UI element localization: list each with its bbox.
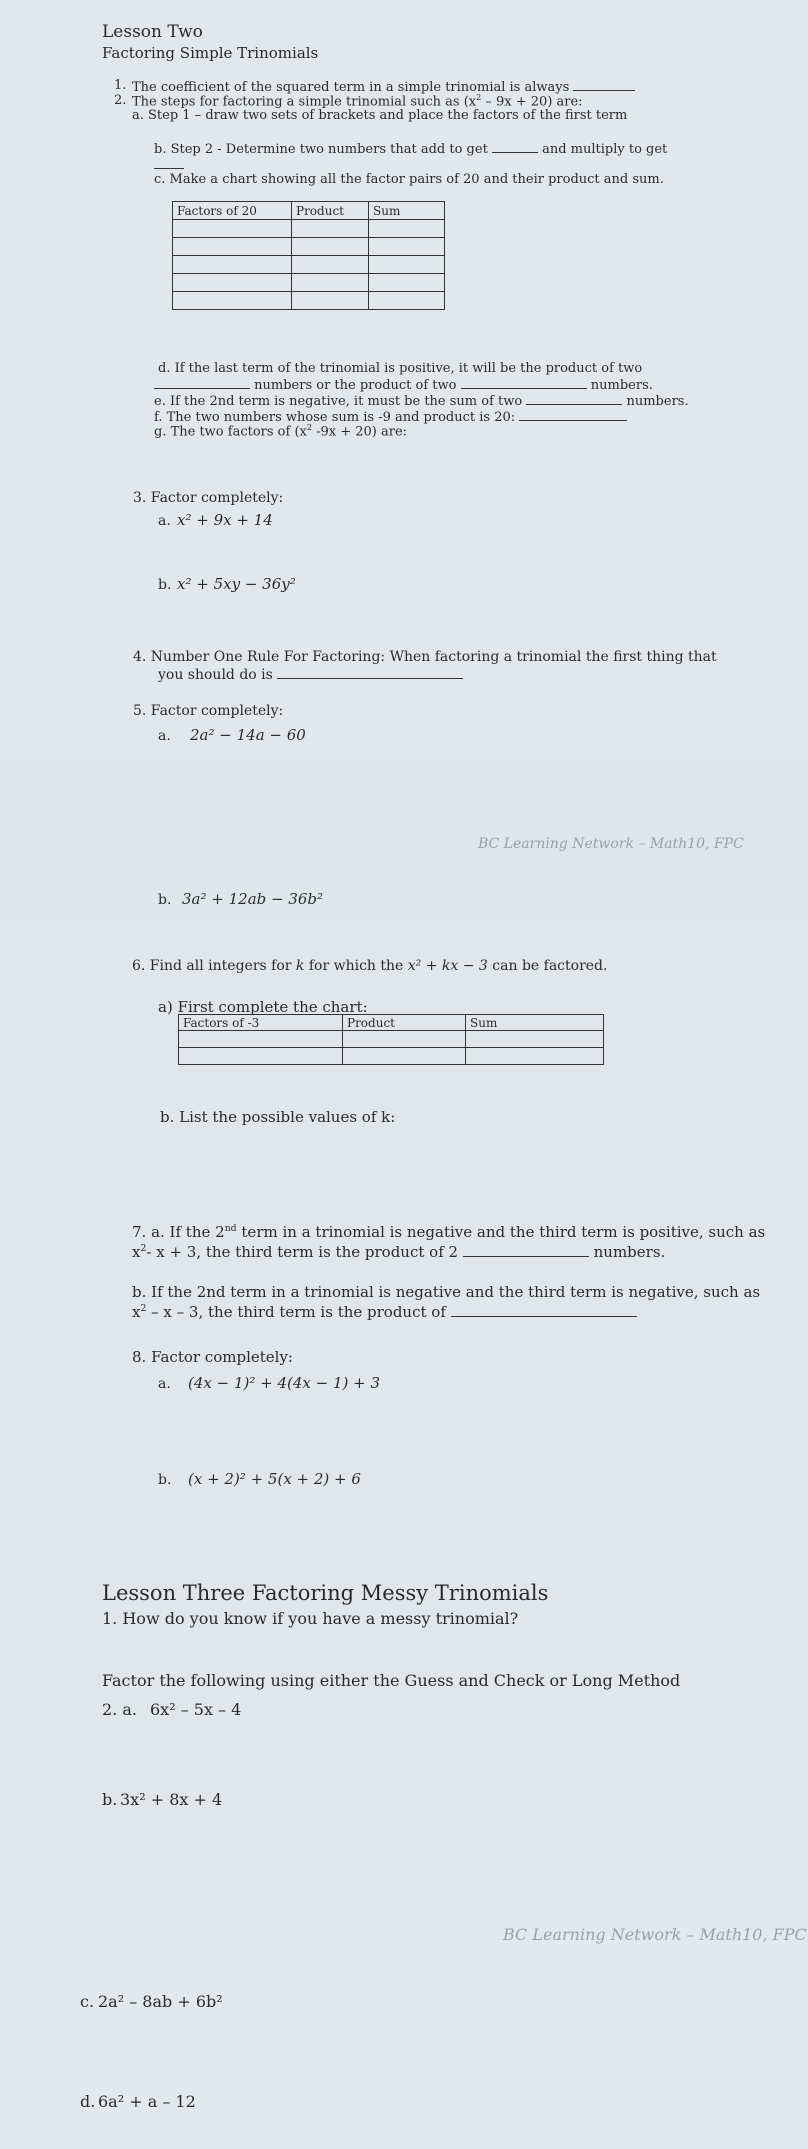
- q6-text: [132, 958, 607, 974]
- chart-cell[interactable]: [179, 1048, 343, 1065]
- chart-row[interactable]: [173, 292, 445, 310]
- q1-number: 1.: [114, 78, 127, 93]
- q8a-label: a.: [158, 1376, 171, 1392]
- q7a-line1: [132, 1223, 765, 1241]
- q3b-expression: x² + 5xy − 36y²: [177, 575, 296, 593]
- q7b-line2: $x^2$ – x – 3, the third term is the product of: [132, 1303, 637, 1321]
- step-b: [154, 140, 667, 157]
- watermark-2: BC Learning Network – Math10, FPC: [503, 1925, 807, 1944]
- q2b-expression: 3x² + 8x + 4: [120, 1790, 223, 1809]
- step-f-text: f. The two numbers whose sum is -9 and product is 20:: [154, 410, 516, 425]
- chart-header-cell: Factors of -3: [179, 1015, 343, 1031]
- q7a-line2-pre: - x + 3, the third term is the product of 2: [146, 1243, 459, 1261]
- chart-cell[interactable]: [173, 292, 292, 310]
- q2-number: 2.: [114, 93, 127, 108]
- q3-label: 3. Factor completely:: [133, 490, 284, 506]
- chart-cell[interactable]: [343, 1031, 466, 1048]
- step-d-blank-1[interactable]: [154, 376, 250, 389]
- q5a-expression: 2a² − 14a − 60: [190, 726, 306, 744]
- chart-cell[interactable]: [179, 1031, 343, 1048]
- q6-text-pre: 6. Find all integers for: [132, 958, 292, 974]
- step-b-product-blank[interactable]: [154, 156, 184, 169]
- q6-expression: x² + kx − 3: [407, 958, 488, 974]
- chart-header-cell: Sum: [369, 202, 445, 220]
- chart-header-cell: Factors of 20: [173, 202, 292, 220]
- lesson-three-title: Lesson Three Factoring Messy Trinomials: [102, 1581, 549, 1605]
- chart-header-cell: Sum: [466, 1015, 604, 1031]
- q5a-label: a.: [158, 728, 171, 744]
- q6a-label: a) First complete the chart:: [158, 998, 368, 1016]
- q7a-line2-post: numbers.: [593, 1243, 666, 1261]
- q4-line1: 4. Number One Rule For Factoring: When factoring a trinomial the first thing that: [133, 649, 717, 665]
- chart-cell[interactable]: [292, 274, 369, 292]
- chart-header-row: [179, 1015, 604, 1031]
- q2d-expression: 6a² + a – 12: [98, 2092, 196, 2111]
- q8b-expression: (x + 2)² + 5(x + 2) + 6: [188, 1470, 361, 1488]
- step-d-line2-end: numbers.: [590, 378, 653, 393]
- chart-cell[interactable]: [173, 274, 292, 292]
- chart-cell[interactable]: [292, 238, 369, 256]
- chart-cell[interactable]: [466, 1048, 604, 1065]
- step-d-line1: d. If the last term of the trinomial is positive, it will be the product of two: [158, 361, 643, 376]
- q4-line2: [158, 666, 463, 683]
- factor-chart-20: [172, 201, 445, 310]
- q2-text-post: – 9x + 20) are:: [481, 94, 583, 110]
- q7b-answer-blank[interactable]: [451, 1304, 637, 1317]
- chart-header-cell: Product: [343, 1015, 466, 1031]
- q1-answer-blank[interactable]: [573, 78, 635, 91]
- watermark-1: BC Learning Network – Math10, FPC: [478, 836, 744, 852]
- chart-cell[interactable]: [292, 256, 369, 274]
- q7b-line2-text: – x – 3, the third term is the product of: [146, 1303, 446, 1321]
- q3b-label: b.: [158, 577, 172, 593]
- step-d-line2-text: numbers or the product of two: [254, 378, 457, 393]
- step-f-blank[interactable]: [519, 408, 627, 421]
- q2a-expression: 6x² – 5x – 4: [150, 1700, 242, 1719]
- q6-text-post: can be factored.: [492, 958, 608, 974]
- step-b-product-line: [154, 156, 184, 173]
- chart-cell[interactable]: [369, 274, 445, 292]
- q7a-line2: $x^2-$ x + 3, the third term is the product of 2 numbers.: [132, 1243, 666, 1261]
- chart-row[interactable]: [173, 238, 445, 256]
- chart-cell[interactable]: [292, 220, 369, 238]
- q6-k: k: [295, 958, 305, 974]
- q6-text-mid: for which the: [308, 958, 404, 974]
- chart-row[interactable]: [173, 256, 445, 274]
- chart-cell[interactable]: [173, 256, 292, 274]
- q3a-expression: x² + 9x + 14: [177, 511, 273, 529]
- q7a-answer-blank[interactable]: [463, 1244, 589, 1257]
- q7b-line1: b. If the 2nd term in a trinomial is negative and the third term is negative, such as: [132, 1283, 761, 1301]
- step-b-sum-blank[interactable]: [492, 140, 538, 153]
- q7a-line1-pre: 7. a. If the 2: [132, 1223, 225, 1241]
- q4-line2-text: you should do is: [158, 667, 273, 683]
- q1-text-label: The coefficient of the squared term in a simple trinomial is always: [132, 80, 570, 95]
- lesson-two-subtitle: Factoring Simple Trinomials: [102, 44, 319, 62]
- q2c-expression: 2a² – 8ab + 6b²: [98, 1992, 223, 2011]
- chart-cell[interactable]: [369, 256, 445, 274]
- q8b-label: b.: [158, 1472, 172, 1488]
- q6b-label: b. List the possible values of k:: [160, 1108, 396, 1126]
- lesson-three-instructions: Factor the following using either the Guess and Check or Long Method: [102, 1671, 681, 1690]
- step-g: g. The two factors of ($x^2$ -9x + 20) are:: [154, 423, 408, 440]
- step-e-blank[interactable]: [526, 392, 622, 405]
- q2b-label: b.: [102, 1790, 118, 1809]
- q2d-label: d.: [80, 2092, 96, 2111]
- chart-cell[interactable]: [173, 238, 292, 256]
- chart-header-row: [173, 202, 445, 220]
- step-e-pre: e. If the 2nd term is negative, it must be the sum of two: [154, 394, 523, 409]
- q7a-line1-post: term in a trinomial is negative and the third term is positive, such as: [236, 1223, 766, 1241]
- step-g-pre: g. The two factors of (x: [154, 424, 307, 440]
- step-b-post: and multiply to get: [542, 142, 668, 157]
- q2-text: The steps for factoring a simple trinomial such as $(x^2 - 9x + 20)$ are:: [132, 93, 583, 110]
- q2c-label: c.: [80, 1992, 95, 2011]
- q5b-label: b.: [158, 892, 172, 908]
- step-e-post: numbers.: [626, 394, 689, 409]
- chart-header-cell: Product: [292, 202, 369, 220]
- q8a-expression: (4x − 1)² + 4(4x − 1) + 3: [188, 1374, 381, 1392]
- q2a-label: 2. a.: [102, 1700, 137, 1719]
- step-d-blank-2[interactable]: [461, 376, 587, 389]
- step-a: a. Step 1 – draw two sets of brackets and place the factors of the first term: [132, 108, 628, 123]
- q5-label: 5. Factor completely:: [133, 703, 284, 719]
- chart-cell[interactable]: [369, 292, 445, 310]
- factor-chart-neg3: [178, 1014, 604, 1065]
- chart-row[interactable]: [179, 1031, 604, 1048]
- chart-row[interactable]: [179, 1048, 604, 1065]
- step-b-pre: b. Step 2 - Determine two numbers that add to get: [154, 142, 488, 157]
- chart-cell[interactable]: [292, 292, 369, 310]
- chart-cell[interactable]: [173, 220, 292, 238]
- step-g-post: -9x + 20) are:: [311, 424, 408, 440]
- lesson-two-title: Lesson Two: [102, 22, 203, 42]
- chart-cell[interactable]: [343, 1048, 466, 1065]
- step-c: c. Make a chart showing all the factor pairs of 20 and their product and sum.: [154, 172, 664, 187]
- chart-cell[interactable]: [369, 220, 445, 238]
- chart-cell[interactable]: [369, 238, 445, 256]
- q7a-superscript: nd: [224, 1223, 237, 1234]
- chart-row[interactable]: [173, 274, 445, 292]
- q5b-expression: 3a² + 12ab − 36b²: [182, 890, 324, 908]
- chart-cell[interactable]: [466, 1031, 604, 1048]
- q8-label: 8. Factor completely:: [132, 1348, 293, 1366]
- step-d-line2: [154, 376, 653, 393]
- lesson-three-q1: 1. How do you know if you have a messy trinomial?: [102, 1609, 519, 1628]
- q4-answer-blank[interactable]: [277, 666, 463, 679]
- step-e: [154, 392, 689, 409]
- q2-text-pre: The steps for factoring a simple trinomial such as (x: [132, 94, 477, 110]
- chart-row[interactable]: [173, 220, 445, 238]
- q3a-label: a.: [158, 513, 171, 529]
